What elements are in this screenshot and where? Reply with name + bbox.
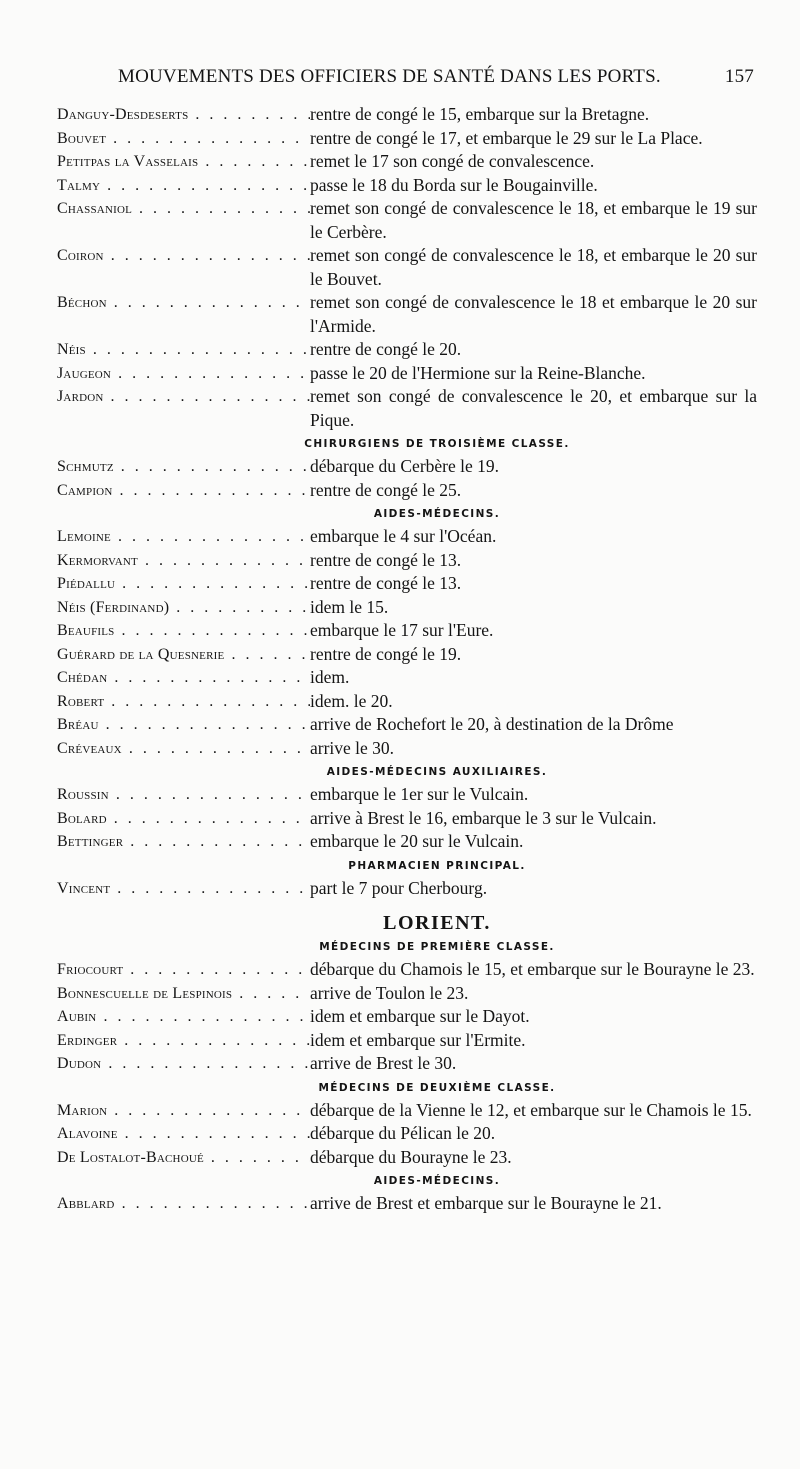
officer-name: Campion . . . (57, 479, 310, 503)
list-item (57, 338, 757, 362)
movement-text: rentre de congé le 15, embarque sur la Bretagne. (310, 104, 650, 124)
list-item (57, 572, 757, 596)
movement-text: débarque de la Vienne le 12, et embarque sur le Chamois le 15. (310, 1099, 752, 1120)
section-heading: AIDES-MÉDECINS. (373, 1175, 501, 1187)
movement-text: remet son congé de convalescence le 20, et embarque sur la Pique. (310, 386, 757, 430)
movement-text: idem le 15. (310, 596, 389, 617)
running-title: MOUVEMENTS DES OFFICIERS DE SANTÉ DANS LES PORTS. (118, 66, 661, 87)
officer-name: Jaugeon . . . (57, 362, 310, 386)
movement-text: rentre de congé le 19. (310, 643, 462, 664)
list-item (57, 455, 757, 479)
officer-name: Coiron . . . (57, 244, 310, 291)
list-item (57, 596, 757, 620)
list-item (57, 385, 757, 432)
list-item (57, 1029, 757, 1053)
officer-name: Néis . . . (57, 338, 310, 362)
officer-name: Lemoine . . . (57, 525, 310, 549)
officer-name: Friocourt . . . (57, 958, 310, 982)
list-item (57, 1146, 757, 1170)
movement-text: passe le 18 du Borda sur le Bougainville. (310, 174, 598, 195)
list-item (57, 197, 757, 244)
movement-text: arrive de Brest et embarque sur le Bourayne le 21. (310, 1193, 662, 1213)
movement-text: idem. (310, 667, 350, 687)
officer-name: Bolard . . . (57, 807, 310, 831)
officer-name: Vincent . . . (57, 877, 310, 901)
movement-text: rentre de congé le 17, et embarque le 29 sur le La Place. (310, 127, 703, 148)
section-heading: CHIRURGIENS DE TROISIÈME CLASSE. (304, 438, 570, 450)
list-item (57, 244, 757, 291)
officer-name: Talmy . . . (57, 174, 310, 198)
movement-text: part le 7 pour Cherbourg. (310, 877, 488, 898)
list-item (57, 525, 757, 549)
list-item (57, 958, 757, 982)
officer-name: Guérard de la Quesnerie . . . (57, 643, 310, 667)
movement-text: embarque le 17 sur l'Eure. (310, 620, 494, 640)
list-item (57, 830, 757, 854)
section-heading: AIDES-MÉDECINS AUXILIAIRES. (326, 766, 548, 778)
section-heading: PHARMACIEN PRINCIPAL. (348, 859, 526, 872)
list-item (57, 666, 757, 690)
list-item (57, 362, 757, 386)
officer-name: Chédan . . . (57, 666, 310, 690)
officer-name: Dudon . . . (57, 1052, 310, 1076)
list-item (57, 619, 757, 643)
section-heading: AIDES-MÉDECINS. (373, 508, 501, 520)
movement-text: arrive de Brest le 30. (310, 1053, 457, 1073)
movement-text: remet son congé de convalescence le 18, et embarque le 19 sur le Cerbère. (310, 198, 757, 242)
movement-text: arrive à Brest le 16, embarque le 3 sur le Vulcain. (310, 807, 657, 828)
officer-name: Jardon . . . (57, 385, 310, 432)
officer-name: Bonnescuelle de Lespinois . . . (57, 982, 310, 1006)
officer-name: Erdinger . . . (57, 1029, 310, 1053)
list-item (57, 643, 757, 667)
list-item (57, 1052, 757, 1076)
list-item (57, 479, 757, 503)
list-item (57, 549, 757, 573)
officer-name: Néis (Ferdinand) . . . (57, 596, 310, 620)
officer-name: Piédallu . . . (57, 572, 310, 596)
officer-name: Danguy-Desdeserts . . . (57, 103, 310, 127)
list-item (57, 150, 757, 174)
movement-text: idem et embarque sur l'Ermite. (310, 1029, 526, 1050)
list-item (57, 291, 757, 338)
list-item (57, 713, 757, 737)
movement-text: idem et embarque sur le Dayot. (310, 1006, 530, 1026)
list-item (57, 982, 757, 1006)
movement-text: arrive de Rochefort le 20, à destination de la Drôme (310, 714, 674, 734)
officer-name: Roussin . . . (57, 783, 310, 807)
list-item (57, 174, 757, 198)
officer-name: Aubin . . . (57, 1005, 310, 1029)
movement-text: arrive le 30. (310, 737, 395, 758)
officer-name: Bouvet . . . (57, 127, 310, 151)
list-item (57, 127, 757, 151)
movement-text: remet son congé de convalescence le 18 et embarque le 20 sur l'Armide. (310, 292, 757, 336)
section-heading: MÉDECINS DE PREMIÈRE CLASSE. (319, 941, 555, 953)
movement-text: passe le 20 de l'Hermione sur la Reine-Blanche. (310, 362, 646, 383)
officer-name: Béchon . . . (57, 291, 310, 338)
list-item (57, 103, 757, 127)
movement-text: arrive de Toulon le 23. (310, 982, 469, 1003)
movement-text: rentre de congé le 13. (310, 549, 462, 570)
officer-name: De Lostalot-Bachoué . . . (57, 1146, 310, 1170)
list-item (57, 737, 757, 761)
movement-text: débarque du Chamois le 15, et embarque sur le Bourayne le 23. (310, 959, 755, 979)
movement-text: débarque du Pélican le 20. (310, 1123, 496, 1143)
movement-text: embarque le 4 sur l'Océan. (310, 526, 497, 546)
officer-name: Beaufils . . . (57, 619, 310, 643)
list-item (57, 1005, 757, 1029)
port-heading: LORIENT. (383, 912, 491, 934)
movement-text: embarque le 1er sur le Vulcain. (310, 784, 529, 804)
page-number: 157 (724, 66, 754, 87)
officer-name: Chassaniol . . . (57, 197, 310, 244)
section-heading: MÉDECINS DE DEUXIÈME CLASSE. (318, 1081, 556, 1094)
movement-text: débarque du Cerbère le 19. (310, 456, 500, 476)
movement-text: rentre de congé le 13. (310, 573, 462, 593)
officer-name: Bréau . . . (57, 713, 310, 737)
movement-text: débarque du Bourayne le 23. (310, 1146, 512, 1167)
officer-name: Schmutz . . . (57, 455, 310, 479)
officer-name: Marion . . . (57, 1099, 310, 1123)
officer-name: Robert . . . (57, 690, 310, 714)
movement-text: rentre de congé le 20. (310, 339, 462, 359)
officer-name: Bettinger . . . (57, 830, 310, 854)
list-item (57, 807, 757, 831)
movement-text: embarque le 20 sur le Vulcain. (310, 831, 524, 851)
movement-text: idem. le 20. (310, 690, 393, 711)
movement-text: remet le 17 son congé de convalescence. (310, 151, 595, 171)
officer-name: Kermorvant . . . (57, 549, 310, 573)
officer-name: Alavoine . . . (57, 1122, 310, 1146)
list-item (57, 877, 757, 901)
movement-text: rentre de congé le 25. (310, 479, 462, 500)
list-item (57, 783, 757, 807)
list-item (57, 1122, 757, 1146)
movement-text: remet son congé de convalescence le 18, et embarque le 20 sur le Bouvet. (310, 245, 757, 289)
movement-list (57, 103, 757, 1216)
officer-name: Abblard . . . (57, 1192, 310, 1216)
list-item (57, 1192, 757, 1216)
officer-name: Créveaux . . . (57, 737, 310, 761)
list-item (57, 1099, 757, 1123)
officer-name: Petitpas la Vasselais . . . (57, 150, 310, 174)
page-header (118, 66, 754, 88)
list-item (57, 690, 757, 714)
